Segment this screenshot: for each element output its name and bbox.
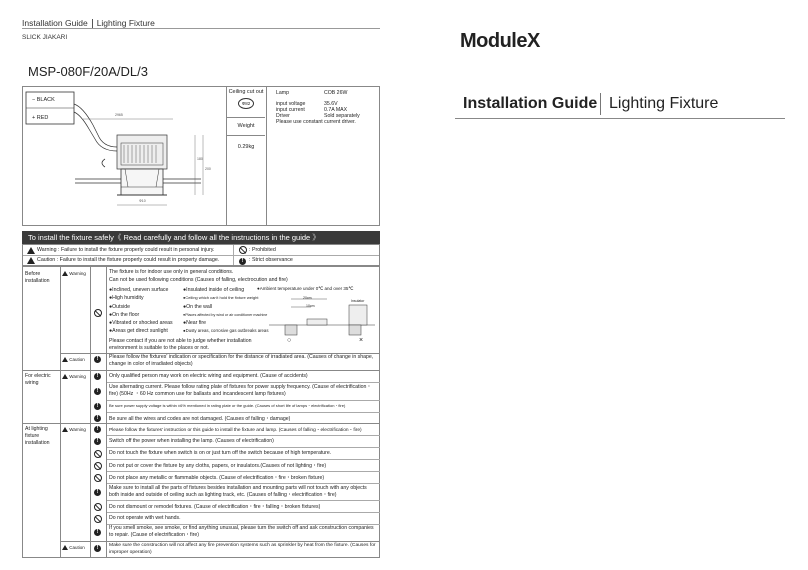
warning-tag-text-2: Warning bbox=[69, 374, 86, 379]
legend-warning: Warning : Failure to install the fixture properly could result in personal injury. bbox=[37, 247, 215, 253]
before-intro-1: The fixture is for indoor use only in general conditions. bbox=[109, 269, 234, 275]
header-guide: Installation Guide bbox=[22, 18, 88, 28]
section-electric: For electric wiring bbox=[25, 373, 51, 386]
driver-label: Driver bbox=[276, 113, 290, 119]
minus-sign: − bbox=[32, 97, 36, 103]
electric-item-3: Be sure power supply voltage is within ±6% mentioned in rating plate or the guide. (Causes of short life of lamps・electrification・fire) bbox=[109, 403, 346, 408]
weight-label: Weight bbox=[227, 117, 265, 129]
ceiling-cutout bbox=[227, 87, 265, 150]
lighting-item-6: Make sure to install all the parts of fixtures besides installation and mounting parts will not touch with any objects both inside and outside of ceiling such as lighting track, etc. (Causes of falling・electrification・fire) bbox=[109, 485, 367, 498]
col-line-2 bbox=[90, 267, 91, 557]
cond-3: ●Ambient temperature under 0℃ and over 35℃ bbox=[257, 286, 354, 291]
cond-11: ●Near fire bbox=[183, 320, 207, 327]
voltage-value: 35.6V bbox=[324, 101, 338, 107]
spec-box bbox=[22, 86, 380, 226]
prohibited-icon-2 bbox=[94, 450, 102, 460]
lighting-item-3: Do not touch the fixture when switch is on or just turn off the switch because of high temperature. bbox=[109, 450, 332, 456]
current-label: input current bbox=[276, 107, 305, 113]
brand-logo: ModuleX bbox=[460, 30, 540, 52]
sep-e1 bbox=[107, 382, 380, 383]
sep-l1 bbox=[107, 435, 380, 436]
wire-black-label: BLACK bbox=[36, 97, 55, 103]
wire-black bbox=[32, 97, 55, 103]
warning-tag-3 bbox=[62, 427, 86, 432]
lighting-item-7: Do not dismount or remodel fixtures. (Cause of electrification・fire・falling・broken fixtures) bbox=[109, 504, 321, 510]
model-number: MSP-080F/20A/DL/3 bbox=[28, 64, 148, 79]
cutout-label: Ceiling cut out bbox=[228, 89, 264, 95]
cond-8: ●On the floor bbox=[109, 311, 140, 318]
figure-20cm: 20cm bbox=[303, 296, 312, 300]
cond-4: ●High humidity bbox=[109, 295, 144, 302]
warning-tag-1 bbox=[62, 271, 86, 276]
cond-10: ●Vibrated or shocked areas bbox=[109, 320, 173, 327]
strict-icon-7: ! bbox=[94, 438, 101, 445]
figure-ng: × bbox=[359, 337, 364, 344]
cover-fixture-title: Lighting Fixture bbox=[609, 95, 719, 112]
legend-caution-row bbox=[23, 255, 379, 265]
electric-item-1: Only qualified person may work on electric wiring and equipment. (Cause of accidents) bbox=[109, 373, 308, 379]
caution-tag-text-1: Caution bbox=[69, 357, 85, 362]
col-line-1 bbox=[60, 267, 61, 557]
cond-2: ●Insulated inside of ceiling bbox=[183, 287, 245, 293]
caution-tag-2 bbox=[62, 545, 85, 550]
safety-table bbox=[22, 266, 380, 558]
voltage-label: input voltage bbox=[276, 101, 306, 107]
lamp-value: COB 26W bbox=[324, 90, 348, 96]
before-contact: Please contact if you are not able to judge whether installation environment is suitable to the places or not. bbox=[109, 338, 252, 351]
sep-l7 bbox=[107, 512, 380, 513]
legend-divider bbox=[233, 245, 234, 255]
condition-col-1 bbox=[109, 286, 183, 336]
dim-wire: 2965 bbox=[115, 113, 123, 117]
strict-icon-1: ! bbox=[94, 356, 101, 363]
prohibited-icon-3 bbox=[94, 462, 102, 472]
electrical-specs bbox=[267, 87, 380, 225]
plus-sign: + bbox=[32, 115, 36, 121]
wire-red-label: RED bbox=[36, 115, 49, 121]
dim-h2: 200 bbox=[205, 167, 211, 171]
figure-ok: ○ bbox=[287, 337, 292, 344]
cond-7: ●On the wall bbox=[183, 303, 213, 310]
company-name: SLICK JIAKARI bbox=[22, 34, 68, 41]
condition-col-2 bbox=[183, 286, 278, 336]
cond-12: ●Areas get direct sunlight bbox=[109, 328, 168, 335]
header-fixture: Lighting Fixture bbox=[96, 18, 155, 28]
before-conditions bbox=[109, 269, 377, 284]
symbol-legend bbox=[22, 244, 380, 266]
prohibited-icon-1 bbox=[94, 309, 102, 319]
electric-item-4: Be sure all the wires and codes are not damaged. (Causes of falling・damage) bbox=[109, 416, 291, 422]
section-lighting: At lighting fixture installation bbox=[25, 426, 50, 446]
row-line-b bbox=[23, 370, 380, 371]
strict-icon-3: ! bbox=[94, 388, 101, 395]
header-title bbox=[22, 18, 155, 28]
lighting-item-9: If you smell smoke, see smoke, or find anything unusual, please turn the switch off and ask construction companies to repair. (Cause of electrification・fire) bbox=[109, 525, 374, 538]
row-line-c bbox=[23, 423, 380, 424]
cond-1: ●Inclined, uneven surface bbox=[109, 287, 169, 293]
prohibited-icon-6 bbox=[94, 515, 102, 525]
current-value: 0.7A MAX bbox=[324, 107, 348, 113]
header-rule bbox=[22, 28, 380, 29]
dim-width: Φ10 bbox=[139, 199, 146, 203]
cond-13: ●Dusty areas, corrosive gas outbreaks areas bbox=[183, 328, 269, 334]
cond-9: ●Places affected by wind or air conditioner machine bbox=[183, 312, 268, 317]
lighting-item-10: Make sure the construction will not affect any fire prevention systems such as sprinkler by heat from the fixture. (Causes for improper operation) bbox=[109, 543, 376, 555]
driver-value: Sold separately bbox=[324, 113, 360, 119]
cover-guide-title: Installation Guide bbox=[463, 95, 598, 112]
sep-e3 bbox=[107, 412, 380, 413]
prohibited-icon-4 bbox=[94, 474, 102, 484]
section-before: Before installation bbox=[25, 271, 50, 284]
strict-icon-5: ! bbox=[94, 415, 101, 422]
legend-caution: Caution : Failure to install the fixture properly could result in property damage. bbox=[37, 257, 220, 263]
safety-banner: To install the fixture safely《 Read carefully and follow all the instructions in the guide 》 bbox=[22, 231, 380, 244]
legend-strict: : Strict observance bbox=[249, 257, 293, 263]
before-intro-2: Can not be used following conditions (Causes of falling, electrocution and fire) bbox=[109, 276, 288, 283]
sep-l4 bbox=[107, 471, 380, 472]
lighting-item-2: Switch off the power when installing the lamp. (Causes of electrification) bbox=[109, 438, 274, 444]
caution-tag-text-2: Caution bbox=[69, 545, 85, 550]
electric-item-2: Use alternating current. Please follow rating plate of fixtures for power supply frequency. (Cause of electrification・fire) (50Hz ・60 Hz common use for ballasts and incandescent lamp fixtures) bbox=[109, 384, 372, 397]
lamp-label: Lamp bbox=[276, 90, 289, 96]
strict-icon-2: ! bbox=[94, 373, 101, 380]
caution-tag-1 bbox=[62, 357, 85, 362]
figure-insulator: Insulator bbox=[351, 299, 365, 303]
lighting-item-8: Do not operate with wet hands. bbox=[109, 515, 181, 521]
cond-6: ●Outside bbox=[109, 303, 131, 310]
fixture-drawing bbox=[23, 87, 227, 225]
header-divider bbox=[92, 19, 93, 28]
figure-10cm: 10cm bbox=[306, 304, 315, 308]
weight-value: 0.29kg bbox=[227, 135, 265, 150]
before-caution: Please follow the fixtures' indication or specification for the distance of irradiated area. (Causes of change in shape, change in color of irradiated objects) bbox=[109, 354, 374, 367]
sep-l2 bbox=[107, 447, 380, 448]
lighting-item-1: Please follow the fixtures' instruction or this guide to install the fixture and lamp. (Causes of falling・electrification・fire) bbox=[109, 428, 362, 433]
warning-tag-text-3: Warning bbox=[69, 427, 86, 432]
fixture-diagram bbox=[23, 87, 226, 225]
legend-prohibited: : Prohibited bbox=[249, 247, 276, 253]
strict-icon-4: ! bbox=[94, 403, 101, 410]
cutout-value: Φ82 bbox=[238, 98, 254, 109]
warning-tag-2 bbox=[62, 374, 86, 379]
strict-icon-8: ! bbox=[94, 489, 101, 496]
legend-divider-2 bbox=[233, 255, 234, 265]
strict-icon-9: ! bbox=[94, 529, 101, 536]
dim-h1: 180 bbox=[197, 157, 203, 161]
cond-5: ●Ceiling which can't hold the fixture weight bbox=[183, 295, 259, 301]
cover-rule bbox=[455, 118, 785, 119]
prohibited-icon-5 bbox=[94, 503, 102, 513]
driver-note: Please use constant current driver. bbox=[276, 119, 356, 125]
sep-e2 bbox=[107, 400, 380, 401]
caution-icon bbox=[27, 256, 35, 266]
sep-l3 bbox=[107, 459, 380, 460]
warning-tag-text-1: Warning bbox=[69, 271, 86, 276]
lighting-item-4: Do not put or cover the fixture by any cloths, papers, or insulators.(Causes of not lighting・fire) bbox=[109, 463, 327, 469]
strict-icon: ! bbox=[239, 256, 246, 266]
sep-l6 bbox=[107, 500, 380, 501]
lighting-item-5: Do not place any metallic or flammable objects. (Cause of electrification・fire・broken fixture) bbox=[109, 475, 325, 481]
sep-l5 bbox=[107, 483, 380, 484]
strict-icon-6: ! bbox=[94, 426, 101, 433]
wire-red bbox=[32, 115, 48, 121]
strict-icon-10: ! bbox=[94, 545, 101, 552]
cover-title-divider bbox=[600, 93, 601, 115]
